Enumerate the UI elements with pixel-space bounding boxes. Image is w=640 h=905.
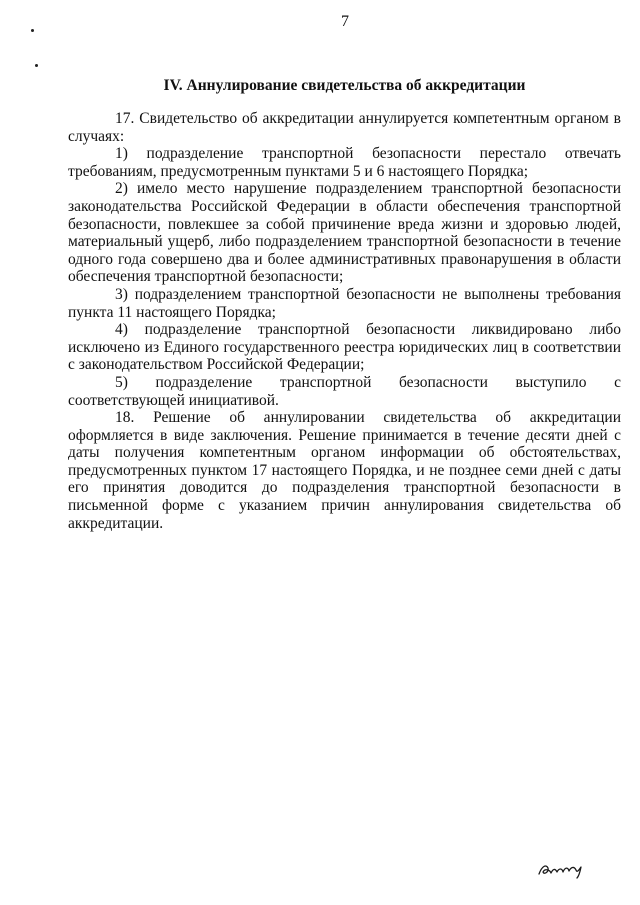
list-item-5: 5) подразделение транспортной безопасности выступило с соответствующей инициативой. [68,373,621,409]
scan-speck [35,64,38,67]
page-number: 7 [341,13,349,30]
list-item-4: 4) подразделение транспортной безопасности ликвидировано либо исключено из Единого государственного реестра юридических лиц в соответствии с законодательством Российской Федерации; [68,321,621,374]
paragraph-18: 18. Решение об аннулировании свидетельства об аккредитации оформляется в виде заключения. Решение принимается в течение десяти дней с даты получения компетентным органом информации об обстоятельствах, предусмотренных пунктом 17 настоящего Порядка, и не позднее семи дней с даты его принятия доводится до подразделения транспортной безопасности в письменной форме с указанием причин аннулирования свидетельства об аккредитации. [68,409,621,532]
paragraph-17: 17. Свидетельство об аккредитации аннулируется компетентным органом в случаях: [68,110,621,145]
list-item-2: 2) имело место нарушение подразделением транспортной безопасности законодательства Российской Федерации в области обеспечения транспортной безопасности, повлекшее за собой причинение вреда жизни и здоровью людей, материальный ущерб, либо подразделением транспортной безопасности в течение одного года совершено два и более административных правонарушения в области обеспечения транспортной безопасности; [68,180,621,286]
list-item-3: 3) подразделением транспортной безопасности не выполнены требования пункта 11 настоящего Порядка; [68,285,621,321]
signature-mark [536,858,588,880]
scan-speck [31,29,34,32]
list-item-1: 1) подразделение транспортной безопасности перестало отвечать требованиям, предусмотренным пунктами 5 и 6 настоящего Порядка; [68,145,621,180]
section-title: IV. Аннулирование свидетельства об аккредитации [163,77,526,94]
document-body [68,110,621,532]
